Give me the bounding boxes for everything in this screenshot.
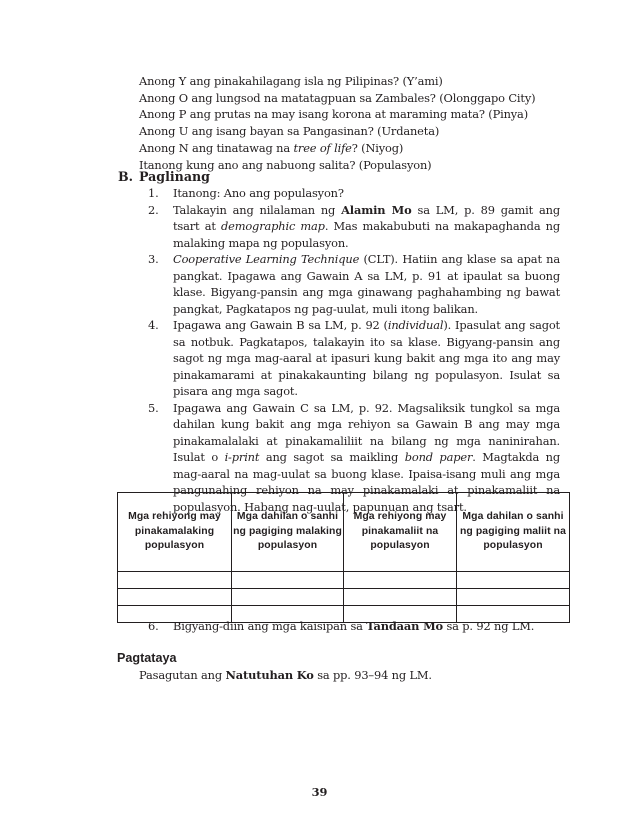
item-text: Ipagawa ang Gawain C sa LM, p. 92. Magsaliksik tungkol sa mga dahilan kung bakit ang mga rehiyon sa Gawain B ang may mga pinakamalalaki at pinakamaliliit na bilang ng mga naninirahan. Isulat o bbox=[173, 400, 560, 464]
question-emphasis: tree of life bbox=[293, 140, 352, 155]
table-cell bbox=[232, 589, 344, 606]
item-italic-text: Cooperative Learning Technique bbox=[173, 252, 360, 266]
question-line: Anong U ang isang bayan sa Pangasinan? (Urdaneta) bbox=[139, 124, 440, 139]
item-text: . Magtakda ng mag-aaral na mag-uulat sa buong klase. Ipaisa-isang muli ang mga pangunahing rehiyon na may pinakamalaki at pinakamaliit na populasyon. Habang nag-uulat, papunuan ang tsart. bbox=[173, 450, 560, 514]
question-line: Anong P ang prutas na may isang korona at maraming mata? (Pinya) bbox=[139, 107, 528, 122]
instruction-text: sa pp. 93–94 ng LM. bbox=[313, 668, 432, 682]
item-text: Itanong: Ano ang populasyon? bbox=[173, 186, 344, 200]
instruction-text: Pasagutan ang bbox=[139, 668, 226, 682]
item-text: Bigyang-diin ang mga kaisipan sa bbox=[173, 619, 367, 633]
table-cell bbox=[344, 589, 457, 606]
table-cell bbox=[232, 572, 344, 589]
item-number: 4. bbox=[148, 318, 159, 332]
item-number: 5. bbox=[148, 400, 159, 415]
table-cell bbox=[118, 589, 232, 606]
column-header: Mga rehiyong may pinakamalaking populasyon bbox=[118, 493, 232, 572]
question-line: Anong O ang lungsod na matatagpuan sa Zambales? (Olonggapo City) bbox=[139, 90, 536, 105]
table-cell bbox=[118, 572, 232, 589]
table-row bbox=[118, 589, 570, 606]
item-text: . Mas makabubuti na makapaghanda ng malaking mapa ng populasyon. bbox=[173, 219, 560, 250]
item-text: (CLT). Hatiin ang klase sa apat na pangkat. Ipagawa ang Gawain A sa LM, p. 91 at ipaulat sa buong klase. Bigyang-pansin ang mga ginawang paghahambing ng bawat pangkat, Pagkatapos ng pag-uulat, muli itong balikan. bbox=[173, 252, 560, 316]
item-text: ). Ipasulat ang sagot sa notbuk. Pagkatapos, talakayin ito sa klase. Bigyang-pansin ang sagot ng mga mag-aaral at ipasuri kung bakit ang mga ito ang may pinakamarami at pinakakaunting bilang ng populasyon. Isulat sa pisara ang mga sagot. bbox=[173, 318, 560, 398]
section-letter: B. bbox=[118, 169, 134, 184]
instruction-bold-text: Natutuhan Ko bbox=[225, 668, 314, 682]
procedure-item-6 bbox=[148, 619, 534, 633]
item-italic-text: bond paper bbox=[404, 450, 473, 464]
question-lines bbox=[139, 73, 579, 173]
item-text: sa p. 92 ng LM. bbox=[443, 619, 535, 633]
column-header: Mga rehiyong may pinakamaliit na populasyon bbox=[344, 493, 457, 572]
section-heading bbox=[118, 169, 210, 184]
item-text: Ipagawa ang Gawain B sa LM, p. 92 ( bbox=[173, 318, 388, 332]
section-title: Paglinang bbox=[139, 169, 210, 184]
item-number: 2. bbox=[148, 202, 159, 217]
question-text: Anong N ang tinatawag na bbox=[139, 140, 294, 155]
question-line: Itanong kung ano ang nabuong salita? (Populasyon) bbox=[139, 157, 432, 172]
procedure-item bbox=[148, 185, 560, 202]
column-header: Mga dahilan o sanhi ng pagiging malaking populasyon bbox=[232, 493, 344, 572]
item-text: Talakayin ang nilalaman ng bbox=[173, 202, 342, 217]
item-number: 1. bbox=[148, 186, 159, 200]
question-line bbox=[139, 140, 579, 157]
item-number: 6. bbox=[148, 619, 159, 633]
regions-chart-table bbox=[117, 492, 570, 623]
pagtataya-instruction bbox=[139, 668, 432, 682]
item-bold-text: Tandaan Mo bbox=[366, 619, 443, 633]
procedure-item bbox=[148, 202, 560, 252]
item-italic-text: i-print bbox=[224, 450, 260, 464]
table-cell bbox=[457, 572, 570, 589]
item-text: sa LM, p. 89 gamit ang tsart at bbox=[173, 202, 560, 233]
item-bold-text: Alamin Mo bbox=[341, 202, 412, 217]
procedure-item bbox=[148, 317, 560, 400]
pagtataya-heading: Pagtataya bbox=[117, 651, 177, 665]
page-number: 39 bbox=[311, 785, 328, 799]
question-line: Anong Y ang pinakahilagang isla ng Pilipinas? (Y’ami) bbox=[139, 74, 443, 88]
procedure-list bbox=[148, 185, 560, 515]
item-italic-text: demographic map bbox=[220, 219, 325, 233]
item-italic-text: individual bbox=[387, 318, 444, 332]
table-header-row bbox=[118, 493, 570, 572]
column-header: Mga dahilan o sanhi ng pagiging maliit na populasyon bbox=[457, 493, 570, 572]
procedure-item bbox=[148, 251, 560, 317]
table-cell bbox=[344, 572, 457, 589]
item-text: ang sagot sa maikling bbox=[259, 450, 405, 464]
question-text: ? (Niyog) bbox=[351, 140, 404, 155]
item-number: 3. bbox=[148, 252, 159, 266]
table-cell bbox=[457, 589, 570, 606]
table-row bbox=[118, 572, 570, 589]
